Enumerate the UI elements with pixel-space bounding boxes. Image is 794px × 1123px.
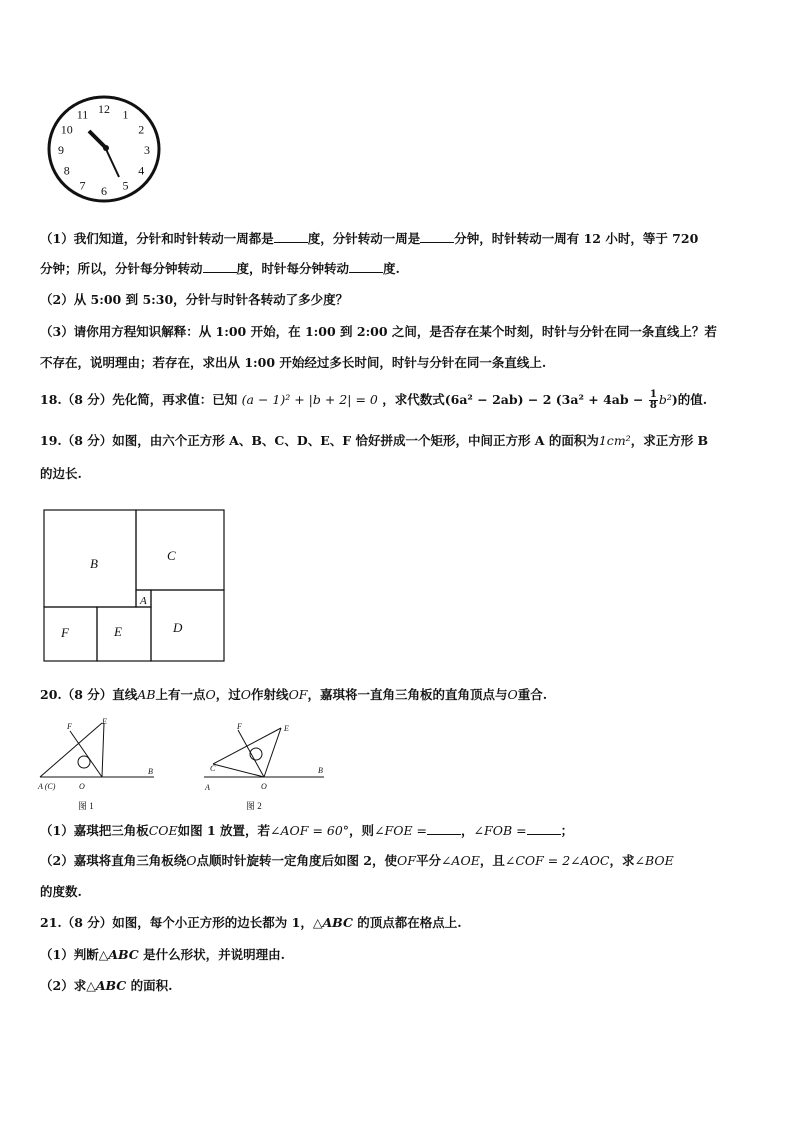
q20-ab: AB bbox=[137, 687, 156, 702]
q17-part3-line2: 不存在，说明理由；若存在，求出从 1:00 开始经过多长时间，时针与分针在同一条直线上. bbox=[40, 355, 547, 370]
q20-p2-b: 点顺时针旋转一定角度后如图 2，使 bbox=[196, 853, 398, 868]
q21-p2-b: 的面积. bbox=[130, 978, 173, 993]
q20-aoe: ∠AOE bbox=[440, 853, 480, 868]
fig1-label-e: E bbox=[102, 718, 107, 726]
q20-p1-e: ； bbox=[560, 823, 574, 838]
q20-foe: ∠FOE = bbox=[374, 823, 428, 838]
fig1-label-b: B bbox=[148, 767, 153, 776]
q20-head-c: ，过 bbox=[215, 687, 241, 702]
q17-blank-4[interactable] bbox=[349, 259, 383, 273]
clock-numeral-12: 12 bbox=[98, 102, 110, 116]
q20-coe: COE bbox=[148, 823, 178, 838]
q21-p1-b: 是什么形状，并说明理由. bbox=[143, 947, 285, 962]
q20-blank-fob[interactable] bbox=[527, 821, 561, 835]
q18-frac-numerator: 1 bbox=[649, 389, 657, 400]
q19-line2: 的边长. bbox=[40, 466, 82, 481]
q17-blank-3[interactable] bbox=[203, 259, 237, 273]
q17-p1-text-a: （1）我们知道，分针和时针转动一周都是 bbox=[40, 231, 274, 246]
q20-head bbox=[40, 686, 547, 704]
fig1-label-f: F bbox=[67, 722, 72, 731]
q20-part2-line1 bbox=[40, 852, 674, 870]
q20-p1-c: ，则 bbox=[349, 823, 375, 838]
q20-p1-a: （1）嘉琪把三角板 bbox=[40, 823, 149, 838]
q20-o-4: O bbox=[186, 853, 197, 868]
q17-p1-text-e: 度，时针每分钟转动 bbox=[236, 261, 350, 276]
q20-head-a: 20.（8 分）直线 bbox=[40, 687, 138, 702]
fig2-label-f: F bbox=[237, 722, 242, 731]
q17-part1-line2 bbox=[40, 259, 400, 278]
q18-head: 18.（8 分）先化简，再求值：已知 bbox=[40, 392, 238, 407]
q17-p1-text-c: 分钟，时针转动一周有 12 小时，等于 720 bbox=[454, 231, 699, 246]
q20-head-b: 上有一点 bbox=[155, 687, 206, 702]
q20-p2-a: （2）嘉琪将直角三角板绕 bbox=[40, 853, 187, 868]
q18-condition: (a − 1)² + |b + 2| = 0 bbox=[241, 392, 378, 407]
q18-frac-denominator: 8 bbox=[649, 400, 657, 411]
q20-o-2: O bbox=[240, 687, 252, 702]
q21-head-b: 的顶点都在格点上. bbox=[357, 915, 462, 930]
q17-part2: （2）从 5:00 到 5:30，分针与时针各转动了多少度？ bbox=[40, 292, 349, 307]
q20-p1-b: 如图 1 放置，若 bbox=[177, 823, 271, 838]
fig2-caption: 图 2 bbox=[246, 801, 262, 811]
q20-boe: ∠BOE bbox=[634, 853, 674, 868]
fig2-label-c: C bbox=[210, 764, 216, 773]
q20-fob: ∠FOB = bbox=[473, 823, 527, 838]
q19-text: 19.（8 分）如图，由六个正方形 A、B、C、D、E、F 恰好拼成一个矩形，中间正方形 A 的面积为 bbox=[40, 433, 599, 448]
q18-fraction bbox=[649, 390, 658, 411]
q21-part1 bbox=[40, 946, 285, 964]
label-d: D bbox=[173, 620, 183, 635]
q17-p1-text-f: 度. bbox=[383, 261, 400, 276]
q20-p2-c: 平分 bbox=[415, 853, 441, 868]
fig2-label-e: E bbox=[284, 724, 289, 733]
clock-numeral-3: 3 bbox=[144, 143, 150, 157]
q21-abc-2: △ABC bbox=[98, 947, 139, 962]
clock-numeral-7: 7 bbox=[79, 178, 86, 193]
q17-blank-1[interactable] bbox=[274, 229, 308, 243]
label-f: F bbox=[61, 625, 69, 640]
fig1-label-ac: A (C) bbox=[38, 782, 56, 791]
fig2-label-b: B bbox=[318, 766, 323, 775]
q19-text-end: ，求正方形 B bbox=[630, 433, 709, 448]
square-f bbox=[44, 607, 97, 661]
q20-o-1: O bbox=[205, 687, 216, 702]
q20-p1-d: ， bbox=[461, 823, 474, 838]
square-e bbox=[97, 607, 151, 661]
clock-numeral-2: 2 bbox=[138, 122, 145, 137]
q20-head-e: ，嘉琪将一直角三角板的直角顶点与 bbox=[307, 687, 508, 702]
label-c: C bbox=[167, 548, 176, 563]
q21-p1-a: （1）判断 bbox=[40, 947, 99, 962]
q20-blank-foe[interactable] bbox=[427, 821, 461, 835]
clock-numeral-10: 10 bbox=[60, 122, 73, 137]
q20-figure-1 bbox=[36, 718, 166, 814]
q21-part2 bbox=[40, 977, 172, 995]
q20-part2-line2: 的度数. bbox=[40, 884, 82, 899]
q17-p1-text-d: 分钟；所以，分针每分钟转动 bbox=[40, 261, 203, 276]
clock-minute-hand bbox=[105, 147, 119, 177]
q21-head bbox=[40, 914, 462, 932]
clock-figure bbox=[46, 94, 164, 206]
fig2-label-a: A bbox=[205, 783, 210, 792]
q19-area: 1cm² bbox=[598, 433, 631, 448]
clock-hour-hand bbox=[89, 131, 106, 148]
q21-abc-1: △ABC bbox=[312, 915, 353, 930]
q19-line1 bbox=[40, 432, 708, 450]
clock-numeral-1: 1 bbox=[122, 107, 129, 122]
q20-figure-2 bbox=[200, 718, 330, 814]
square-c bbox=[136, 510, 224, 590]
clock-center bbox=[103, 145, 109, 151]
clock-numeral-11: 11 bbox=[76, 107, 89, 122]
q18-line bbox=[40, 390, 707, 411]
fig1-caption: 图 1 bbox=[78, 801, 94, 811]
q21-p2-a: （2）求 bbox=[40, 978, 87, 993]
q20-of: OF bbox=[288, 687, 308, 702]
q19-squares-figure bbox=[43, 509, 228, 664]
q20-part1 bbox=[40, 821, 573, 840]
label-a: A bbox=[140, 595, 147, 607]
q20-of-2: OF bbox=[397, 853, 416, 868]
q20-p2-d: ，且 bbox=[479, 853, 505, 868]
clock-numeral-6: 6 bbox=[101, 184, 107, 198]
q18-tail-var: b² bbox=[658, 392, 672, 407]
q20-head-d: 作射线 bbox=[251, 687, 289, 702]
clock-numeral-4: 4 bbox=[138, 163, 145, 178]
q20-cof: ∠COF = 2∠AOC bbox=[504, 853, 610, 868]
fig1-label-o: O bbox=[79, 782, 85, 791]
q17-p1-text-b: 度，分针转动一周是 bbox=[307, 231, 421, 246]
q17-blank-2[interactable] bbox=[420, 229, 454, 243]
q20-aof: ∠AOF = 60° bbox=[270, 823, 350, 838]
q21-head-text: 21.（8 分）如图，每个小正方形的边长都为 1， bbox=[40, 915, 313, 930]
q20-o-3: O bbox=[507, 687, 518, 702]
clock-numeral-8: 8 bbox=[63, 163, 70, 178]
q21-abc-3: △ABC bbox=[86, 978, 127, 993]
q20-p2-e: ，求 bbox=[609, 853, 635, 868]
square-d bbox=[151, 590, 224, 661]
fig2-label-o: O bbox=[261, 782, 267, 791]
label-e: E bbox=[114, 624, 122, 639]
q20-head-f: 重合. bbox=[517, 687, 548, 702]
q18-tail: )的值. bbox=[671, 392, 708, 407]
q18-mid: ，求代数式(6a² − 2ab) − 2 (3a² + 4ab − bbox=[382, 392, 644, 407]
clock-numeral-5: 5 bbox=[122, 178, 129, 193]
q17-part3-line1: （3）请你用方程知识解释：从 1:00 开始，在 1:00 到 2:00 之间，是否存在某个时刻，时针与分针在同一条直线上？若 bbox=[40, 324, 717, 339]
label-b: B bbox=[90, 556, 98, 571]
q17-part1-line1 bbox=[40, 229, 698, 248]
clock-numeral-9: 9 bbox=[58, 143, 64, 157]
